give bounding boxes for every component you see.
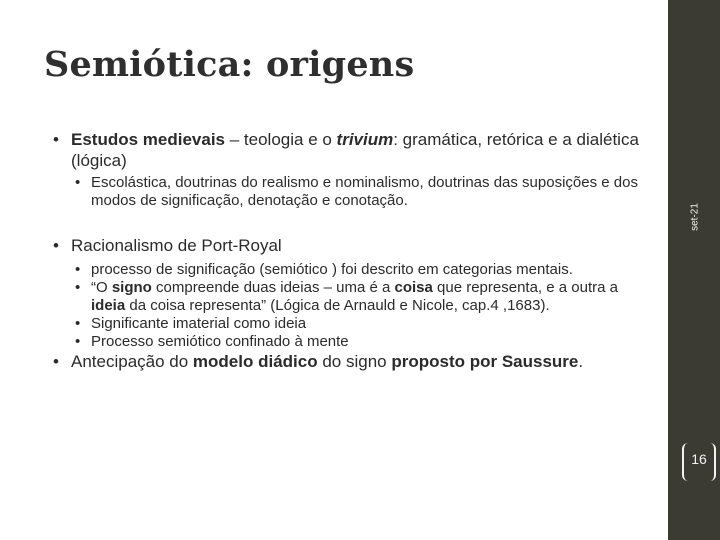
processo-final-text: Processo semiótico confinado à mente <box>91 333 349 350</box>
signo-quote-open: “O <box>91 279 112 296</box>
bullet-anticipacao <box>53 351 653 372</box>
significante-text: Significante imaterial como ideia <box>91 315 307 332</box>
anticipacao-end: . <box>578 352 584 371</box>
bullet-processo-final <box>75 333 653 351</box>
bullet-medieval-studies <box>53 129 653 171</box>
anticipacao-start: Antecipação do <box>71 352 193 371</box>
slide-date: set-21 <box>689 203 701 231</box>
page-number: 16 <box>691 451 707 467</box>
medieval-studies-rest: : gramática, retórica e a dialética (lógica) <box>71 130 639 170</box>
bullet-scholastica <box>75 174 653 210</box>
signo-text-middle: compreende duas ideias – uma é a <box>151 279 395 296</box>
processo-text: processo de significação (semiótico ) foi descrito em categorias mentais. <box>91 261 573 278</box>
saussure-term: proposto por Saussure <box>391 352 579 371</box>
trivium-term: trivium <box>336 130 394 149</box>
ideia-term: ideia <box>91 297 126 314</box>
slide-title: Semiótica: origens <box>44 44 415 85</box>
modelo-diadico-term: modelo diádico <box>192 352 318 371</box>
port-royal-text: Racionalismo de Port-Royal <box>71 236 282 255</box>
coisa-term: coisa <box>394 279 433 296</box>
signo-text-end: da coisa representa” (Lógica de Arnauld e Nicole, cap.4 ,1683). <box>125 297 550 314</box>
anticipacao-middle: do signo <box>317 352 392 371</box>
bullet-port-royal <box>53 235 653 256</box>
bullet-signo <box>75 279 653 315</box>
medieval-studies-label: Estudos medievais <box>71 130 226 149</box>
signo-term: signo <box>111 279 152 296</box>
medieval-studies-separator: – teologia e o <box>225 130 337 149</box>
signo-text-after-coisa: que representa, e a outra a <box>432 279 618 296</box>
slide-content <box>53 129 653 372</box>
scholastica-text: Escolástica, doutrinas do realismo e nominalismo, doutrinas das suposições e dos modos de significação, denotação e conotação. <box>91 174 638 209</box>
bullet-significante <box>75 315 653 333</box>
bullet-processo <box>75 261 653 279</box>
